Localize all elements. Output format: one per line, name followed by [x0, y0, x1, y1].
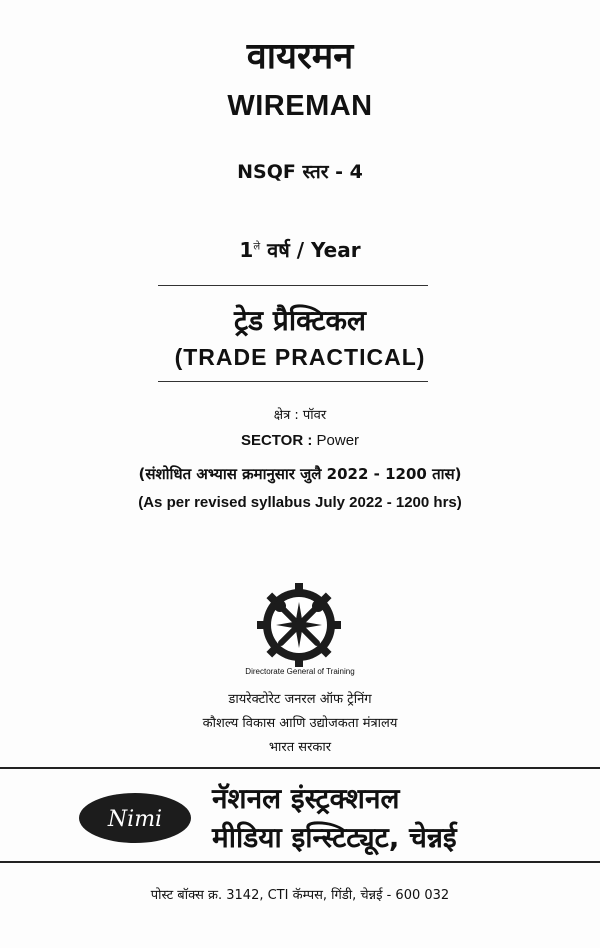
year-suffix: ले — [253, 241, 261, 253]
title-hindi: वायरमन — [246, 36, 354, 77]
sector-label: SECTOR : — [240, 432, 313, 449]
title: WIREMAN — [227, 90, 373, 122]
publisher-name-line-2: मीडिया इन्स्टिट्यूट, चेन्नई — [212, 821, 457, 854]
year-label: वर्ष / Year — [267, 238, 361, 262]
divider-top — [158, 285, 428, 286]
syllabus-english: (As per revised syllabus July 2022 - 1200 hrs) — [138, 494, 462, 511]
publisher-band-bottom-rule — [0, 861, 600, 863]
year-number: 1 — [239, 238, 254, 262]
sector-line — [0, 432, 600, 449]
publisher-address: पोस्ट बॉक्स क्र. 3142, CTI कॅम्पस, गिंडी, चेन्नई - 600 032 — [150, 888, 450, 903]
nimi-logo — [78, 792, 192, 844]
year-line — [0, 236, 600, 263]
organization-line-3: भारत सरकार — [268, 740, 332, 755]
trade-title-english: (TRADE PRACTICAL) — [174, 344, 426, 370]
organization-line-1: डायरेक्टोरेट जनरल ऑफ ट्रेनिंग — [228, 692, 372, 707]
sector-value: Power — [316, 432, 360, 449]
publisher-name-line-1: नॅशनल इंस्ट्रक्शनल — [212, 782, 400, 815]
dgt-caption: Directorate General of Training — [245, 667, 355, 676]
nimi-logo-text: Nimi — [107, 807, 163, 832]
sector-hindi: क्षेत्र : पॉवर — [273, 408, 327, 423]
organization-line-2: कौशल्य विकास आणि उद्योजकता मंत्रालय — [202, 716, 398, 731]
syllabus-hindi: (संशोधित अभ्यास क्रमानुसार जुलै 2022 - 1200 तास) — [138, 465, 462, 483]
gear-wrench-emblem-icon — [256, 582, 342, 668]
nsqf-level: NSQF स्तर - 4 — [237, 161, 363, 183]
divider-bottom — [158, 381, 428, 382]
publisher-band-top-rule — [0, 767, 600, 769]
trade-title-hindi: ट्रेड प्रैक्टिकल — [234, 304, 366, 337]
